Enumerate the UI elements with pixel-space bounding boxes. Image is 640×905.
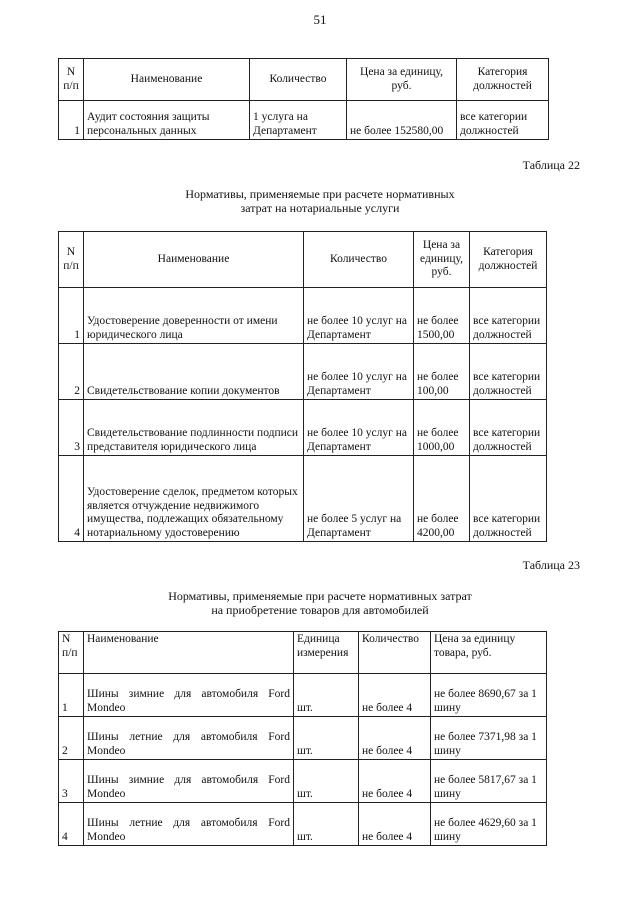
cell-category: все категории должностей: [470, 288, 547, 344]
cell-price: не более 100,00: [414, 344, 470, 400]
page-number: 51: [313, 12, 327, 27]
header-name: Наименование: [84, 59, 250, 101]
table-row: [59, 344, 547, 400]
cell-number: 4: [59, 803, 84, 846]
header-quantity: Количество: [250, 59, 347, 101]
cell-price: не более 4629,60 за 1 шину: [431, 803, 547, 846]
table23-title-line2: на приобретение товаров для автомобилей: [211, 603, 429, 617]
header-quantity: Количество: [304, 232, 414, 288]
cell-quantity: 1 услуга на Департамент: [250, 101, 347, 140]
cell-price: не более 8690,67 за 1 шину: [431, 674, 547, 717]
cell-number: 1: [59, 101, 84, 140]
table-header-row: [59, 632, 547, 674]
cell-quantity: не более 10 услуг на Департамент: [304, 400, 414, 456]
table22-title: [0, 187, 640, 215]
cell-number: 1: [59, 288, 84, 344]
table23-title-line1: Нормативы, применяемые при расчете нормативных затрат: [168, 589, 472, 603]
cell-number: 3: [59, 760, 84, 803]
table-row: [59, 760, 547, 803]
header-price: Цена за единицу товара, руб.: [431, 632, 547, 674]
header-price: Цена за единицу, руб.: [414, 232, 470, 288]
table-row: [59, 400, 547, 456]
cell-price: не более 7371,98 за 1 шину: [431, 717, 547, 760]
header-quantity: Количество: [359, 632, 431, 674]
cell-number: 2: [59, 344, 84, 400]
cell-number: 1: [59, 674, 84, 717]
header-number: N п/п: [59, 232, 84, 288]
cell-name: Аудит состояния защиты персональных данных: [84, 101, 250, 140]
table-row: [59, 101, 549, 140]
cell-price: не более 152580,00: [347, 101, 457, 140]
audit-table: [58, 58, 549, 140]
cell-number: 4: [59, 456, 84, 542]
cell-price: не более 4200,00: [414, 456, 470, 542]
cell-category: все категории должностей: [470, 344, 547, 400]
header-name: Наименование: [84, 232, 304, 288]
cell-name: Шины летние для автомобиля Ford Mondeo: [84, 717, 294, 760]
cell-unit: шт.: [294, 674, 359, 717]
cell-quantity: не более 4: [359, 674, 431, 717]
cell-unit: шт.: [294, 717, 359, 760]
table22-caption: Таблица 22: [522, 158, 580, 172]
table22-title-line1: Нормативы, применяемые при расчете нормативных: [185, 187, 455, 201]
header-category: Категория должностей: [470, 232, 547, 288]
table-row: [59, 456, 547, 542]
header-category: Категория должностей: [457, 59, 549, 101]
table-header-row: [59, 59, 549, 101]
cell-name: Удостоверение доверенности от имени юридического лица: [84, 288, 304, 344]
header-unit: Единица измерения: [294, 632, 359, 674]
cell-price: не более 1000,00: [414, 400, 470, 456]
table23-caption: Таблица 23: [522, 558, 580, 572]
cell-quantity: не более 4: [359, 760, 431, 803]
cell-name: Удостоверение сделок, предметом которых является отчуждение недвижимого имущества, подлежащих обязательному нотариальному удостоверению: [84, 456, 304, 542]
cell-unit: шт.: [294, 760, 359, 803]
cell-number: 2: [59, 717, 84, 760]
header-name: Наименование: [84, 632, 294, 674]
cell-name: Шины зимние для автомобиля Ford Mondeo: [84, 674, 294, 717]
cell-quantity: не более 10 услуг на Департамент: [304, 344, 414, 400]
cell-name: Шины летние для автомобиля Ford Mondeo: [84, 803, 294, 846]
cell-name: Шины зимние для автомобиля Ford Mondeo: [84, 760, 294, 803]
table-row: [59, 288, 547, 344]
table-header-row: [59, 232, 547, 288]
cell-category: все категории должностей: [470, 400, 547, 456]
cell-name: Свидетельствование подлинности подписи представителя юридического лица: [84, 400, 304, 456]
cell-number: 3: [59, 400, 84, 456]
cell-category: все категории должностей: [470, 456, 547, 542]
table-row: [59, 803, 547, 846]
table-row: [59, 717, 547, 760]
cell-unit: шт.: [294, 803, 359, 846]
cell-price: не более 5817,67 за 1 шину: [431, 760, 547, 803]
cell-price: не более 1500,00: [414, 288, 470, 344]
notary-table: [58, 231, 547, 542]
cell-quantity: не более 10 услуг на Департамент: [304, 288, 414, 344]
cell-category: все категории должностей: [457, 101, 549, 140]
header-number: N п/п: [59, 632, 84, 674]
cell-quantity: не более 4: [359, 717, 431, 760]
table-row: [59, 674, 547, 717]
cell-name: Свидетельствование копии документов: [84, 344, 304, 400]
header-number: N п/п: [59, 59, 84, 101]
table22-title-line2: затрат на нотариальные услуги: [240, 201, 400, 215]
table23-title: [0, 589, 640, 617]
cell-quantity: не более 4: [359, 803, 431, 846]
auto-goods-table: [58, 631, 547, 846]
cell-quantity: не более 5 услуг на Департамент: [304, 456, 414, 542]
header-price: Цена за единицу, руб.: [347, 59, 457, 101]
